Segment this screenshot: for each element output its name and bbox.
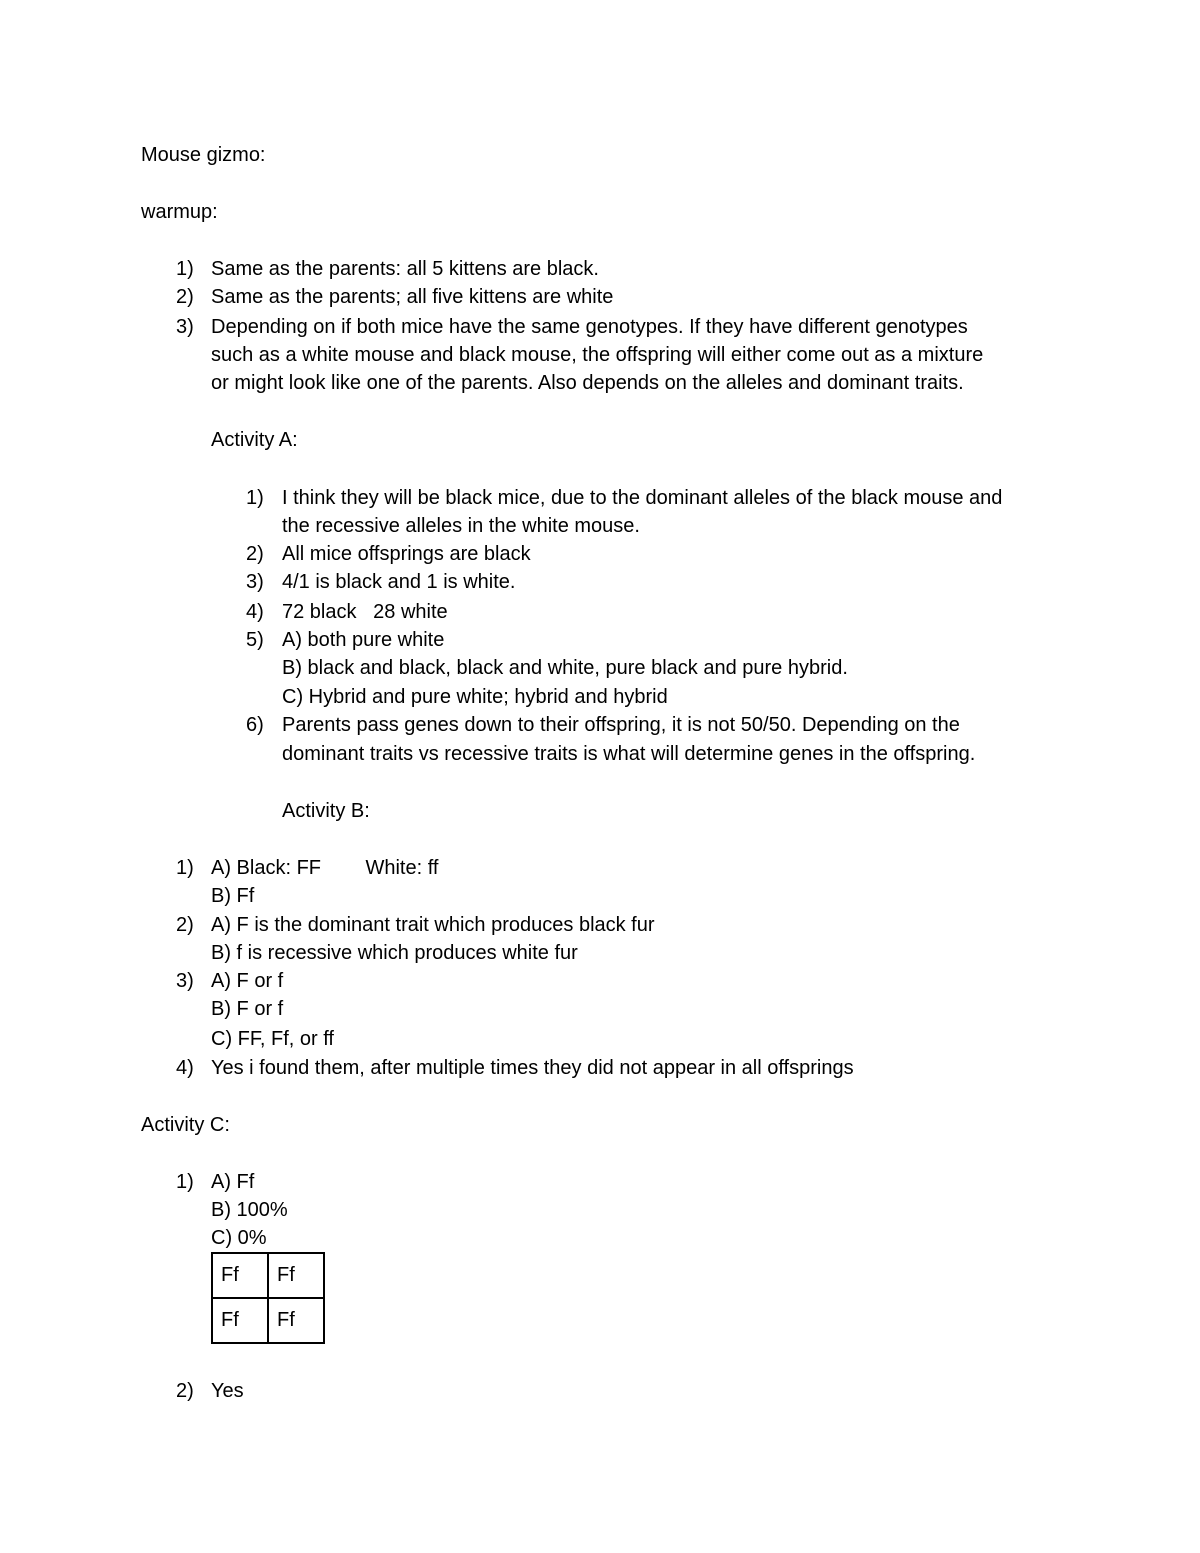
activity-a-item-1-number: 1) — [246, 487, 264, 509]
activity-a-item-2-text: All mice offsprings are black — [282, 543, 531, 565]
warmup-item-3-number: 3) — [176, 316, 194, 338]
activity-a-item-3-text: 4/1 is black and 1 is white. — [282, 571, 516, 593]
activity-b-item-3-line-a: A) F or f — [211, 970, 284, 992]
activity-a-item-2-number: 2) — [246, 543, 264, 565]
punnett-row — [212, 1253, 324, 1298]
activity-b-item-3-number: 3) — [176, 970, 194, 992]
activity-c-item-1-line-c: C) 0% — [211, 1227, 267, 1249]
activity-a-item-1-text-line-2: the recessive alleles in the white mouse. — [282, 515, 640, 537]
activity-c-item-1-line-a: A) Ff — [211, 1171, 255, 1193]
warmup-item-2-number: 2) — [176, 286, 194, 308]
warmup-item-2-text: Same as the parents; all five kittens are white — [211, 286, 614, 308]
activity-a-item-6-text-line-1: Parents pass genes down to their offspring, it is not 50/50. Depending on the — [282, 714, 960, 736]
activity-c-item-2-text: Yes — [211, 1380, 244, 1402]
warmup-item-1-number: 1) — [176, 258, 194, 280]
activity-a-heading: Activity A: — [211, 429, 298, 451]
activity-b-item-1-number: 1) — [176, 857, 194, 879]
punnett-cell: Ff — [212, 1298, 268, 1343]
activity-b-item-4-number: 4) — [176, 1057, 194, 1079]
activity-a-item-5-number: 5) — [246, 629, 264, 651]
activity-b-item-3-line-b: B) F or f — [211, 998, 284, 1020]
punnett-row — [212, 1298, 324, 1343]
activity-c-item-1-line-b: B) 100% — [211, 1199, 288, 1221]
activity-a-item-5-line-c: C) Hybrid and pure white; hybrid and hybrid — [282, 686, 668, 708]
activity-a-item-4-number: 4) — [246, 601, 264, 623]
activity-a-item-1-text-line-1: I think they will be black mice, due to the dominant alleles of the black mouse and — [282, 487, 1003, 509]
activity-a-item-6-text-line-2: dominant traits vs recessive traits is what will determine genes in the offspring. — [282, 743, 976, 765]
punnett-cell: Ff — [268, 1298, 324, 1343]
warmup-item-1-text: Same as the parents: all 5 kittens are black. — [211, 258, 599, 280]
activity-b-item-2-number: 2) — [176, 914, 194, 936]
activity-b-item-4-text: Yes i found them, after multiple times they did not appear in all offsprings — [211, 1057, 854, 1079]
activity-a-item-5-line-b: B) black and black, black and white, pure black and pure hybrid. — [282, 657, 848, 679]
activity-c-item-2-number: 2) — [176, 1380, 194, 1402]
activity-a-item-5-line-a: A) both pure white — [282, 629, 445, 651]
activity-b-item-2-line-a: A) F is the dominant trait which produces black fur — [211, 914, 655, 936]
warmup-item-3-text-line-1: Depending on if both mice have the same genotypes. If they have different genotypes — [211, 316, 968, 338]
page-title: Mouse gizmo: — [141, 144, 266, 166]
warmup-item-3-text-line-2: such as a white mouse and black mouse, the offspring will either come out as a mixture — [211, 344, 984, 366]
punnett-square — [211, 1252, 325, 1344]
activity-a-item-4-text: 72 black 28 white — [282, 601, 448, 623]
activity-b-heading: Activity B: — [282, 800, 370, 822]
activity-a-item-3-number: 3) — [246, 571, 264, 593]
activity-b-item-3-line-c: C) FF, Ff, or ff — [211, 1028, 334, 1050]
punnett-cell: Ff — [212, 1253, 268, 1298]
warmup-heading: warmup: — [141, 201, 218, 223]
activity-b-item-1-line-a: A) Black: FF White: ff — [211, 857, 439, 879]
activity-c-item-1-number: 1) — [176, 1171, 194, 1193]
activity-b-item-2-line-b: B) f is recessive which produces white fur — [211, 942, 578, 964]
activity-b-item-1-line-b: B) Ff — [211, 885, 255, 907]
activity-a-item-6-number: 6) — [246, 714, 264, 736]
punnett-cell: Ff — [268, 1253, 324, 1298]
warmup-item-3-text-line-3: or might look like one of the parents. Also depends on the alleles and dominant traits. — [211, 372, 964, 394]
activity-c-heading: Activity C: — [141, 1114, 230, 1136]
